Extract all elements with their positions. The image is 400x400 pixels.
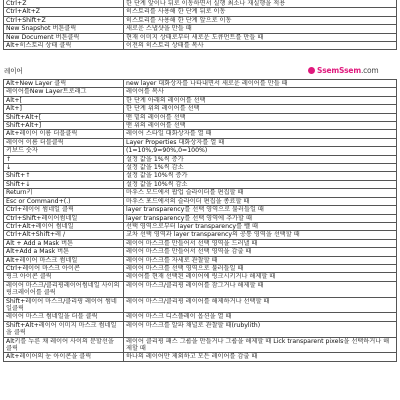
shortcut-description-cell: 레이어 마스크/클리핑 레이어를 해제하거나 선택할 때 <box>124 297 397 313</box>
shortcut-description-cell: 한 단계 위의 레이어를 선택 <box>124 105 397 113</box>
shortcut-key-cell: Alt+New Layer 클릭 <box>4 80 124 88</box>
table-row <box>4 147 397 155</box>
table-row <box>4 0 397 8</box>
shortcut-description-cell: 마우스 모드에서 팝업 슬라이더를 편집할 때 <box>124 189 397 197</box>
shortcut-description-cell: 마우스 포드에서의 슬라이더 편집을 종료할 때 <box>124 197 397 205</box>
shortcut-key-cell: Ctrl+Alt+Z <box>4 8 124 16</box>
table-row <box>4 105 397 113</box>
shortcut-description-cell: (1=10%,9=90%,0=100%) <box>124 147 397 155</box>
shortcut-key-cell: Esc or Command+(.) <box>4 197 124 205</box>
shortcut-key-cell: 레이어 마스크/클리핑레이어썸네일 사이의 링크레이어를 클릭 <box>4 281 124 297</box>
table-row <box>4 155 397 163</box>
shortcut-description-cell: 히스토리를 사용해 한 단계 뒤로 이동 <box>124 8 397 16</box>
shortcut-key-cell: Shift+↓ <box>4 180 124 188</box>
table-row <box>4 239 397 247</box>
shortcut-key-cell: Shift+↑ <box>4 172 124 180</box>
shortcut-description-cell: Layer Properties 대화상자를 열 때 <box>124 138 397 146</box>
shortcut-key-cell: Shift+Alt+[ <box>4 113 124 121</box>
table-row <box>4 248 397 256</box>
section-title-layer: 레이어 <box>4 67 23 75</box>
shortcut-description-cell: 레이어 스타일 대화상자를 열 때 <box>124 130 397 138</box>
table-row <box>4 197 397 205</box>
table-row <box>4 189 397 197</box>
table-row <box>4 96 397 104</box>
table-row <box>4 80 397 88</box>
shortcut-key-cell: Alt+[ <box>4 96 124 104</box>
shortcut-key-cell: New Document 버튼클릭 <box>4 33 124 41</box>
shortcut-description-cell: 선택 영역으로부터 layer transparency를 뺄 때 <box>124 222 397 230</box>
shortcut-description-cell: 레이어 마스크를 자세로 관찰할 때 <box>124 256 397 264</box>
table-row <box>4 42 397 50</box>
shortcut-key-cell: Shift+레이어 마스크/클리핑 레이어 썸네일클릭 <box>4 297 124 313</box>
shortcut-description-cell: 설정 값을 10%씩 감소 <box>124 180 397 188</box>
shortcut-description-cell: 설정 값을 1%씩 감소 <box>124 164 397 172</box>
shortcut-description-cell: new layer 대화상자를 나타내면서 새로운 레이어를 만들 때 <box>124 80 397 88</box>
table-row <box>4 297 397 313</box>
table-row <box>4 337 397 353</box>
shortcut-description-cell: 레이어를 복사 <box>124 88 397 96</box>
shortcut-description-cell: 교차 선택 영역과 layer transparency의 공통 영역을 선택할 때 <box>124 231 397 239</box>
shortcut-key-cell: Ctrl+Z <box>4 0 124 8</box>
layer-shortcut-table <box>3 79 397 362</box>
ssemssem-logo-icon <box>308 67 315 74</box>
shortcut-description-cell: 레이어 클리핑 패스 그룹을 만들거나 그룹을 해제할 때 Lick transparent pixels을 선택하거나 해제할 때 <box>124 337 397 353</box>
shortcut-description-cell: 이전의 히스토리 상태를 복사 <box>124 42 397 50</box>
table-row <box>4 164 397 172</box>
table-row <box>4 206 397 214</box>
shortcut-key-cell: Ctrl+Shift+레이어썸네일 <box>4 214 124 222</box>
shortcut-key-cell: 레이어 이름 더블클릭 <box>4 138 124 146</box>
table-row <box>4 281 397 297</box>
shortcut-key-cell: 링크 아이콘 클릭 <box>4 273 124 281</box>
table-row <box>4 8 397 16</box>
shortcut-key-cell: 레이어 마스크 썸네일을 더블 클릭 <box>4 313 124 321</box>
shortcut-key-cell: Alt + Add a Mask 버튼 <box>4 239 124 247</box>
table-row <box>4 122 397 130</box>
shortcut-key-cell: Ctrl+레이어 썸네일 클릭 <box>4 206 124 214</box>
shortcut-description-cell: 현재 이미지 상태로부터 새로운 도큐먼트를 만들 때 <box>124 33 397 41</box>
logo-text: SsemSsem.com <box>317 65 379 75</box>
shortcut-description-cell: layer transparency를 선택 영역으로 불러들일 때 <box>124 206 397 214</box>
table-row <box>4 88 397 96</box>
shortcut-description-cell: layer transparency를 선택 영역에 추가할 때 <box>124 214 397 222</box>
table-row <box>4 264 397 272</box>
shortcut-key-cell: Return키 <box>4 189 124 197</box>
shortcut-description-cell: 맨 밑의 레이어를 선택 <box>124 113 397 121</box>
shortcut-key-cell: Ctrl+Shift+Z <box>4 16 124 24</box>
shortcut-key-cell: Shift+Alt+레이어 이미지 마스크 썸네일을 클릭 <box>4 321 124 337</box>
shortcut-key-cell: 레이어를New Layer트로래그 <box>4 88 124 96</box>
shortcut-description-cell: 설정 값을 10%씩 증가 <box>124 172 397 180</box>
table-row <box>4 130 397 138</box>
table-row <box>4 256 397 264</box>
shortcut-description-cell: 레이어 마스크를 알파 채널로 관찰할 때(rubylith) <box>124 321 397 337</box>
shortcut-key-cell: Alt+레이어의 눈 아이콘을 클릭 <box>4 353 124 361</box>
table-row <box>4 180 397 188</box>
shortcut-key-cell: ↑ <box>4 155 124 163</box>
shortcut-key-cell: Shift+Alt+] <box>4 122 124 130</box>
table-row <box>4 16 397 24</box>
shortcut-key-cell: Alt+히스토리 상태 클릭 <box>4 42 124 50</box>
shortcut-description-cell: 새로운 스냅샷을 만들 때 <box>124 25 397 33</box>
shortcut-description-cell: 한 단계 아래의 레이어를 선택 <box>124 96 397 104</box>
shortcut-description-cell: 레이어 마스크/클리핑 레이어를 잠그거나 해제할 때 <box>124 281 397 297</box>
shortcut-key-cell: Ctrl+Alt+Shift+레 / <box>4 231 124 239</box>
shortcut-key-cell: Ctrl+레이어 마스크 아이콘 <box>4 264 124 272</box>
shortcut-key-cell: Alt키를 누른 채 레이어 사이의 분할선을 클릭 <box>4 337 124 353</box>
shortcut-description-cell: 레이어 마스크를 만들어서 선택 영역을 드러낼 때 <box>124 239 397 247</box>
shortcut-description-cell: 레이어 마스크 디스플레이 옵션을 열 때 <box>124 313 397 321</box>
table-row <box>4 231 397 239</box>
table-row <box>4 138 397 146</box>
table-row <box>4 33 397 41</box>
table-row <box>4 313 397 321</box>
shortcut-description-cell: 하나의 레이어만 제외하고 모든 레이어를 감출 때 <box>124 353 397 361</box>
ssemssem-logo <box>308 65 379 75</box>
shortcut-key-cell: Ctrl+Alt+레이어 썸네일 <box>4 222 124 230</box>
shortcut-key-cell: Alt+레이어 이름 더블클릭 <box>4 130 124 138</box>
table-row <box>4 273 397 281</box>
table-row <box>4 353 397 361</box>
table-row <box>4 25 397 33</box>
shortcut-description-cell: 설정 값을 1%씩 증가 <box>124 155 397 163</box>
shortcut-key-cell: Alt+Add a Mask 버튼 <box>4 248 124 256</box>
shortcut-description-cell: 맨 위의 레이어를 선택 <box>124 122 397 130</box>
shortcut-description-cell: 한 단계 앞이나 뒤로 이동하면서 실행 최소나 재실행을 적용 <box>124 0 397 8</box>
shortcut-key-cell: 키보드 숫자 <box>4 147 124 155</box>
shortcut-description-cell: 레이어를 현재 선택된 레이어에 링크시키거나 해제할 때 <box>124 273 397 281</box>
history-shortcut-table <box>3 0 397 50</box>
table-row <box>4 113 397 121</box>
shortcut-description-cell: 레이어 마스크를 선택 영역으로 불러들일 때 <box>124 264 397 272</box>
table-row <box>4 222 397 230</box>
shortcut-key-cell: Alt+] <box>4 105 124 113</box>
shortcut-description-cell: 레이어 마스크를 만들어서 선택 영역을 감출 때 <box>124 248 397 256</box>
shortcut-description-cell: 히스토리를 사용해 한 단계 앞으로 이동 <box>124 16 397 24</box>
shortcut-key-cell: Alt+레이어 마스크 썸네일 <box>4 256 124 264</box>
table-row <box>4 321 397 337</box>
shortcut-key-cell: ↓ <box>4 164 124 172</box>
shortcut-key-cell: New Snapshot 버튼클릭 <box>4 25 124 33</box>
table-row <box>4 172 397 180</box>
table-row <box>4 214 397 222</box>
